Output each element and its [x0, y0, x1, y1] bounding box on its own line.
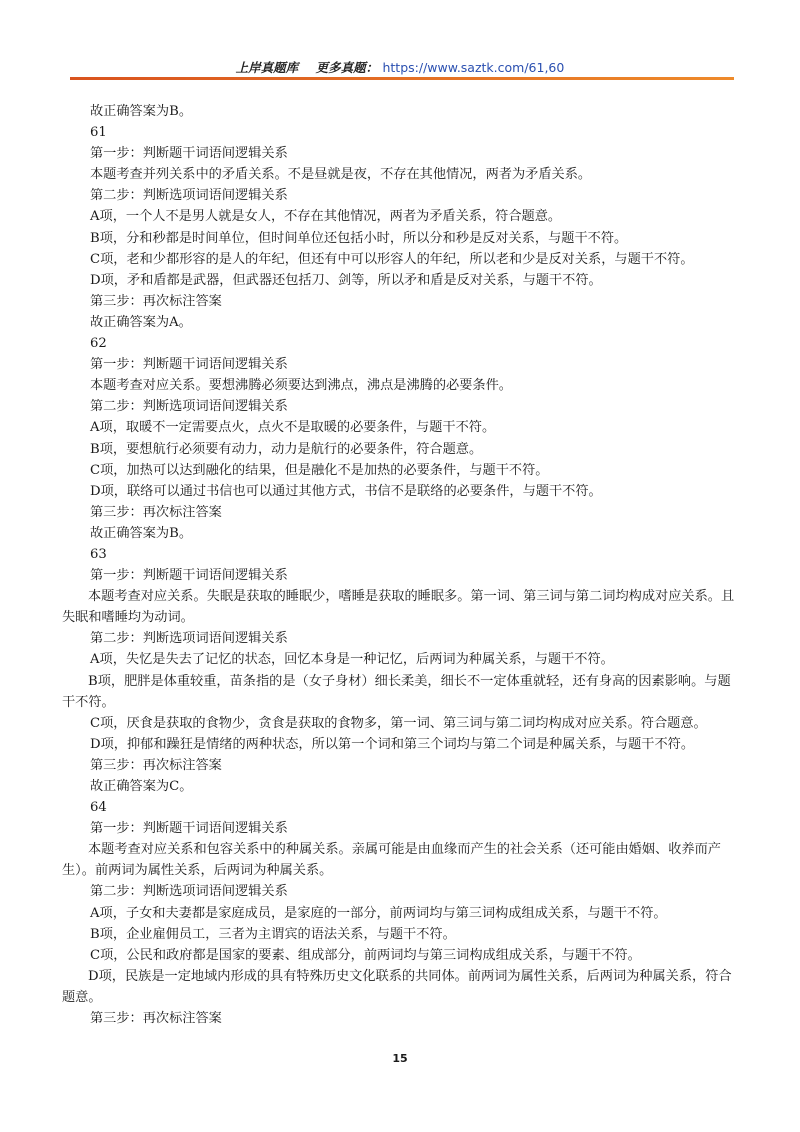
text-line: A项，取暖不一定需要点火，点火不是取暖的必要条件，与题干不符。	[90, 420, 496, 436]
text-line: D项，联络可以通过书信也可以通过其他方式，书信不是联络的必要条件，与题干不符。	[90, 483, 602, 499]
text-line: 本题考查对应关系和包容关系中的种属关系。亲属可能是由血缘而产生的社会关系（还可能由婚姻、收养而产生）。前两词为属性关系，后两词为种属关系。	[62, 842, 721, 879]
text-line: D项，民族是一定地域内形成的具有特殊历史文化联系的共同体。前两词为属性关系，后两词为种属关系，符合题意。	[62, 968, 732, 1005]
text-line: 本题考查对应关系。失眠是获取的睡眠少，嗜睡是获取的睡眠多。第一词、第三词与第二词均构成对应关系。且失眠和嗜睡均为动词。	[62, 589, 735, 626]
text-line: 第三步：再次标注答案	[90, 757, 222, 773]
text-line: 故正确答案为B。	[90, 104, 193, 119]
header-url-link[interactable]: https://www.saztk.com/61,60	[382, 60, 565, 75]
document-body	[62, 101, 742, 1029]
text-line: 63	[90, 546, 107, 562]
text-line: C项，加热可以达到融化的结果，但是融化不是加热的必要条件，与题干不符。	[90, 462, 549, 478]
text-line: C项，老和少都形容的是人的年纪，但还有中可以形容人的年纪，所以老和少是反对关系，与题干不符。	[90, 251, 694, 267]
text-line: A项，一个人不是男人就是女人，不存在其他情况，两者为矛盾关系，符合题意。	[90, 209, 562, 225]
text-line: 本题考查对应关系。要想沸腾必须要达到沸点，沸点是沸腾的必要条件。	[90, 378, 512, 394]
text-line: 第一步：判断题干词语间逻辑关系	[90, 146, 288, 162]
text-line: B项，肥胖是体重较重，苗条指的是（女子身材）细长柔美，细长不一定体重就轻，还有身高的因素影响。与题干不符。	[62, 673, 731, 710]
text-line: 故正确答案为C。	[90, 779, 193, 794]
text-line: 第三步：再次标注答案	[90, 504, 222, 520]
text-line: 61	[90, 125, 107, 141]
text-line: B项，分和秒都是时间单位，但时间单位还包括小时，所以分和秒是反对关系，与题干不符。	[90, 230, 628, 246]
text-line: C项，公民和政府都是国家的要素、组成部分，前两词均与第三词构成组成关系，与题干不符。	[90, 947, 641, 963]
header-brand: 上岸真题库	[235, 60, 299, 75]
text-line: 64	[90, 800, 107, 816]
text-line: D项，矛和盾都是武器，但武器还包括刀、剑等，所以矛和盾是反对关系，与题干不符。	[90, 272, 602, 288]
text-line: B项，要想航行必须要有动力，动力是航行的必要条件，符合题意。	[90, 441, 483, 457]
text-line: 第三步：再次标注答案	[90, 1011, 222, 1027]
text-line: 第一步：判断题干词语间逻辑关系	[90, 568, 288, 584]
text-line: A项，子女和夫妻都是家庭成员，是家庭的一部分，前两词均与第三词构成组成关系，与题干不符。	[90, 905, 667, 921]
text-line: 第一步：判断题干词语间逻辑关系	[90, 821, 288, 837]
header-separator: 更多真题：	[315, 60, 379, 75]
text-line: B项，企业雇佣员工，三者为主谓宾的语法关系，与题干不符。	[90, 926, 456, 942]
text-line: 62	[90, 336, 107, 352]
text-line: 第二步：判断选项词语间逻辑关系	[90, 188, 288, 204]
text-line: 第二步：判断选项词语间逻辑关系	[90, 631, 288, 647]
page-header	[0, 58, 800, 76]
text-line: C项，厌食是获取的食物少，贪食是获取的食物多，第一词、第三词与第二词均构成对应关系。符合题意。	[90, 715, 707, 731]
page-number: 15	[392, 1052, 408, 1065]
text-line: 第二步：判断选项词语间逻辑关系	[90, 399, 288, 415]
text-line: 第一步：判断题干词语间逻辑关系	[90, 357, 288, 373]
text-line: 故正确答案为B。	[90, 525, 193, 541]
text-line: 本题考查并列关系中的矛盾关系。不是昼就是夜，不存在其他情况，两者为矛盾关系。	[90, 167, 592, 183]
text-line: A项，失忆是失去了记忆的状态，回忆本身是一种记忆，后两词为种属关系，与题干不符。	[90, 652, 614, 668]
text-line: 第三步：再次标注答案	[90, 293, 222, 309]
header-divider	[70, 77, 734, 80]
text-line: D项，抑郁和躁狂是情绪的两种状态，所以第一个词和第三个词均与第二个词是种属关系，与题干不符。	[90, 736, 695, 752]
text-line: 第二步：判断选项词语间逻辑关系	[90, 884, 288, 900]
text-line: 故正确答案为A。	[90, 314, 192, 330]
